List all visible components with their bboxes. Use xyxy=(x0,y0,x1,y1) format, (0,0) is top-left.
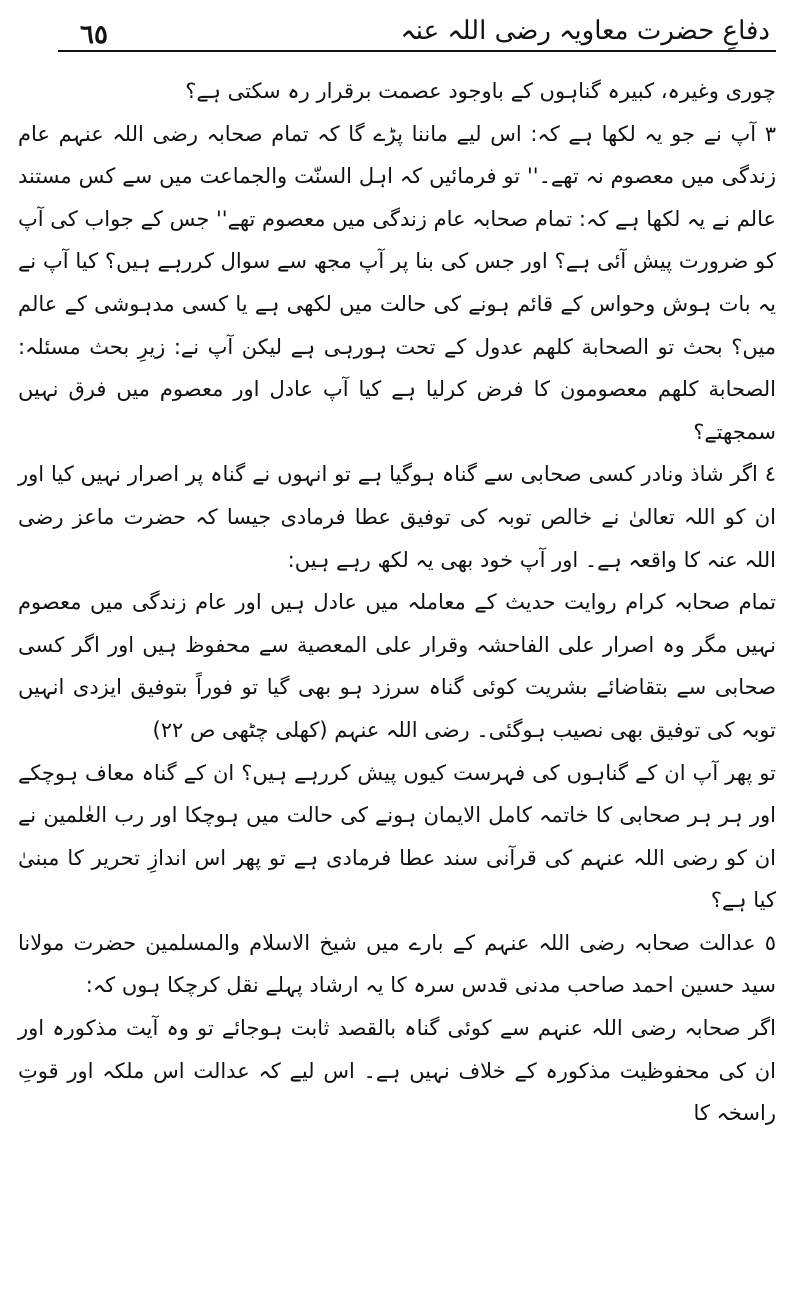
paragraph-5-point-5: ٥ عدالت صحابہ رضی اللہ عنہم کے بارے میں شیخ الاسلام والمسلمین حضرت مولانا سید حسین احمد صاحب مدنی قدس سرہ کا یہ ارشاد پہلے نقل کرچکا ہوں کہ: xyxy=(18,930,776,998)
block-quote-1: تمام صحابہ کرام روایت حدیث کے معاملہ میں عادل ہیں اور عام زندگی میں معصوم نہیں مگر وہ اصرار علی الفاحشہ وقرار علی المعصیة سے محفوظ ہیں اور اگر کسی صحابی سے بتقاضائے بشریت کوئی گناہ سرزد ہو بھی گیا تو فوراً بتوفیق ایزدی انہیں توبہ کی توفیق بھی نصیب ہوگئی۔ رضی اللہ عنہم (کھلی چٹھی ص ٢٢) xyxy=(18,590,776,742)
page-number: ٦٥ xyxy=(80,20,108,50)
paragraph-1: چوری وغیرہ، کبیرہ گناہوں کے باوجود عصمت برقرار رہ سکتی ہے؟ xyxy=(185,79,776,103)
paragraph-3-point-4: ٤ اگر شاذ ونادر کسی صحابی سے گناہ ہوگیا ہے تو انہوں نے گناہ پر اصرار نہیں کیا اور ان کو اللہ تعالیٰ نے خالص توبہ کی توفیق عطا فرمادی جیسا کہ حضرت ماعز رضی اللہ عنہ کا واقعہ ہے۔ اور آپ خود بھی یہ لکھ رہے ہیں: xyxy=(18,462,776,572)
paragraph-4: تو پھر آپ ان کے گناہوں کی فہرست کیوں پیش کررہے ہیں؟ ان کے گناہ معاف ہوچکے اور ہر ہر صحابی کا خاتمہ کامل الایمان ہونے کی حالت میں ہوچکا اور رب العٰلمین نے ان کو رضی اللہ عنہم کی قرآنی سند عطا فرمادی ہے تو پھر اس اندازِ تحریر کا مبنیٰ کیا ہے؟ xyxy=(18,760,776,913)
header-divider xyxy=(58,50,776,52)
running-title: دفاعِ حضرت معاویہ رضی اللہ عنہ xyxy=(400,16,770,46)
page-header xyxy=(70,14,770,54)
page-body xyxy=(18,70,776,1135)
paragraph-2-point-3: ٣ آپ نے جو یہ لکھا ہے کہ: اس لیے ماننا پڑے گا کہ تمام صحابہ رضی اللہ عنہم عام زندگی میں معصوم نہ تھے۔'' تو فرمائیں کہ اہل السنّت والجماعت میں سے کس مستند عالم نے یہ لکھا ہے کہ: تمام صحابہ عام زندگی میں معصوم تھے'' جس کے جواب کی آپ کو ضرورت پیش آئی ہے؟ اور جس کی بنا پر آپ مجھ سے سوال کررہے ہیں؟ کیا آپ نے یہ بات ہوش وحواس کے قائم ہونے کی حالت میں لکھی ہے یا کسی مدہوشی کے عالم میں؟ بحث تو الصحابة کلهم عدول کے تحت ہورہی ہے لیکن آپ نے: زیرِ بحث مسئلہ: الصحابة کلهم معصومون کا فرض کرلیا ہے کیا آپ عادل اور معصوم میں فرق نہیں سمجھتے؟ xyxy=(18,121,776,444)
block-quote-2: اگر صحابہ رضی اللہ عنہم سے کوئی گناہ بالقصد ثابت ہوجائے تو وہ آیت مذکورہ اور ان کی محفوظیت مذکورہ کے خلاف نہیں ہے۔ اس لیے کہ عدالت اس ملکہ اور قوتِ راسخہ کا xyxy=(18,1016,776,1126)
